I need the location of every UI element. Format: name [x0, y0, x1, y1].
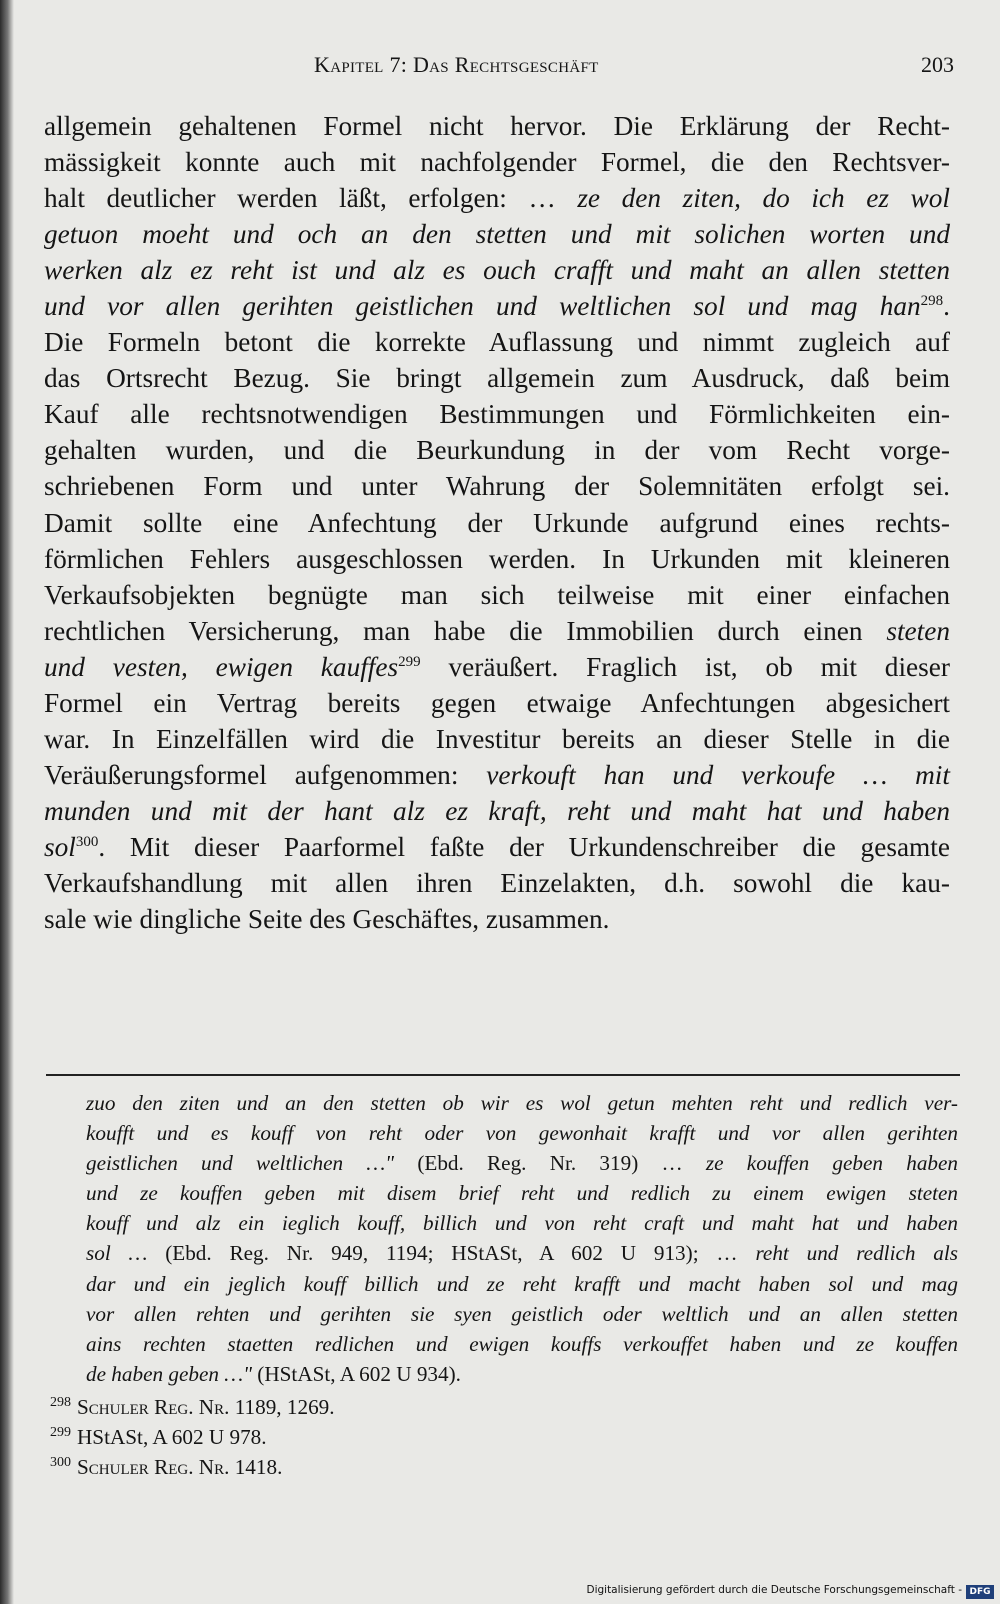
footnote-number: 299: [50, 1425, 71, 1441]
text-line: Veräußerungsformel aufgenommen: verkouft han und verkoufe … mit: [44, 759, 950, 790]
main-text: [44, 108, 950, 937]
footnote-line: dar und ein jeglich kouff billich und ze reht krafft und macht haben sol und mag: [86, 1271, 958, 1296]
footnote-text: HStASt, A 602 U 978.: [77, 1425, 267, 1450]
quote-text: ze den ziten, do ich ez wol: [577, 183, 950, 214]
footnote-line: de haben geben …" (HStASt, A 602 U 934).: [86, 1361, 461, 1386]
dfg-logo: DFG: [966, 1585, 994, 1599]
text-line: allgemein gehaltenen Formel nicht hervor. Die Erklärung der Recht-: [44, 111, 950, 141]
footnote-line: vor allen rehten und gerihten sie syen geistlich oder weltlich und an allen stetten: [86, 1301, 958, 1326]
text-line: sale wie dingliche Seite des Geschäftes, zusammen.: [44, 904, 610, 935]
footnote-number: 298: [50, 1395, 71, 1410]
footnote-300: [50, 1452, 950, 1482]
text-line: Die Formeln betont die korrekte Auflassung und nimmt zugleich auf: [44, 327, 950, 358]
text-line: gehalten wurden, und die Beurkundung in der vom Recht vorge-: [44, 435, 950, 466]
page-header: [44, 48, 954, 80]
quote-line: getuon moeht und och an den stetten und mit solichen worten und: [44, 219, 950, 250]
text-line: das Ortsrecht Bezug. Sie bringt allgemein zum Ausdruck, daß beim: [44, 363, 950, 394]
footnote-line: geistlichen und weltlichen …" (Ebd. Reg. Nr. 319) … ze kouffen geben haben: [86, 1151, 959, 1176]
text-line: mässigkeit konnte auch mit nachfolgender Formel, die den Rechtsver-: [44, 147, 950, 178]
quote-line: munden und mit der hant alz ez kraft, reht und maht hat und haben: [44, 795, 950, 826]
text-line: Formel ein Vertrag bereits gegen etwaige Anfechtungen abgesichert: [44, 687, 950, 718]
text-line: Verkaufsobjekten begnügte man sich teilweise mit einer einfachen: [44, 579, 950, 610]
text-line: förmlichen Fehlers ausgeschlossen werden. In Urkunden mit kleineren: [44, 543, 950, 574]
page-number: 203: [921, 52, 954, 77]
footnote-line: sol … (Ebd. Reg. Nr. 949, 1194; HStASt, A 602 U 913); … reht und redlich als: [86, 1241, 959, 1266]
running-head: Kapitel 7: Das Rechtsgeschäft: [314, 52, 599, 77]
footnote-text: Schuler Reg. Nr. 1418.: [77, 1455, 283, 1480]
footnote-ref-300[interactable]: 300: [75, 833, 99, 850]
footnote-line: ains rechten staetten redlichen und ewigen kouffs verkouffet haben und ze kouffen: [86, 1331, 958, 1356]
text-line: Verkaufshandlung mit allen ihren Einzelakten, d.h. sowohl die kau-: [44, 867, 950, 898]
footnote-line: zuo den ziten und an den stetten ob wir es wol getun mehten reht und redlich ver-: [86, 1091, 958, 1115]
text-line: rechtlichen Versicherung, man habe die Immobilien durch einen steten: [44, 615, 950, 646]
book-binding-shadow: [0, 0, 14, 1604]
footnote-ref-298[interactable]: 298: [920, 293, 944, 310]
footnote-298: [50, 1392, 950, 1422]
text-line: Damit sollte eine Anfechtung der Urkunde aufgrund eines rechts-: [44, 507, 950, 538]
text-line: schriebenen Form und unter Wahrung der Solemnitäten erfolgt sei.: [44, 471, 950, 502]
footnote-divider: [46, 1074, 960, 1076]
quote-line: werken alz ez reht ist und alz es ouch crafft und maht an allen stetten: [44, 255, 950, 286]
footnote-text: Schuler Reg. Nr. 1189, 1269.: [77, 1395, 335, 1419]
footnote-299: [50, 1422, 950, 1452]
footnote-line: und ze kouffen geben mit disem brief reht und redlich zu einem ewigen steten: [86, 1181, 958, 1206]
footnote-list: [50, 1392, 950, 1482]
footnote-ref-299[interactable]: 299: [398, 653, 421, 670]
text-line: halt deutlicher werden läßt, erfolgen: … ze den ziten, do ich ez wol: [44, 183, 950, 214]
text-line: Kauf alle rechtsnotwendigen Bestimmungen und Förmlichkeiten ein-: [44, 399, 950, 430]
footnote-line: kouff und alz ein ieglich kouff, billich und von reht craft und maht hat und haben: [86, 1211, 958, 1236]
footnote-continuation: [86, 1088, 958, 1389]
footnote-number: 300: [50, 1455, 71, 1471]
digitization-credit: Digitalisierung gefördert durch die Deutsche Forschungsgemeinschaft -: [586, 1584, 962, 1596]
quote-line: und vor allen gerihten geistlichen und weltlichen sol und mag han$^{298}$.: [44, 291, 950, 322]
footnote-line: koufft und es kouff von reht oder von gewonhait krafft und vor allen gerihten: [86, 1121, 958, 1146]
text-line: sol$^{300}$. Mit dieser Paarformel faßte der Urkundenschreiber die gesamte: [44, 831, 950, 862]
text-line: war. In Einzelfällen wird die Investitur bereits an dieser Stelle in die: [44, 723, 950, 754]
text-line: und vesten, ewigen kauffes$^{299}$ veräußert. Fraglich ist, ob mit dieser: [44, 651, 950, 682]
